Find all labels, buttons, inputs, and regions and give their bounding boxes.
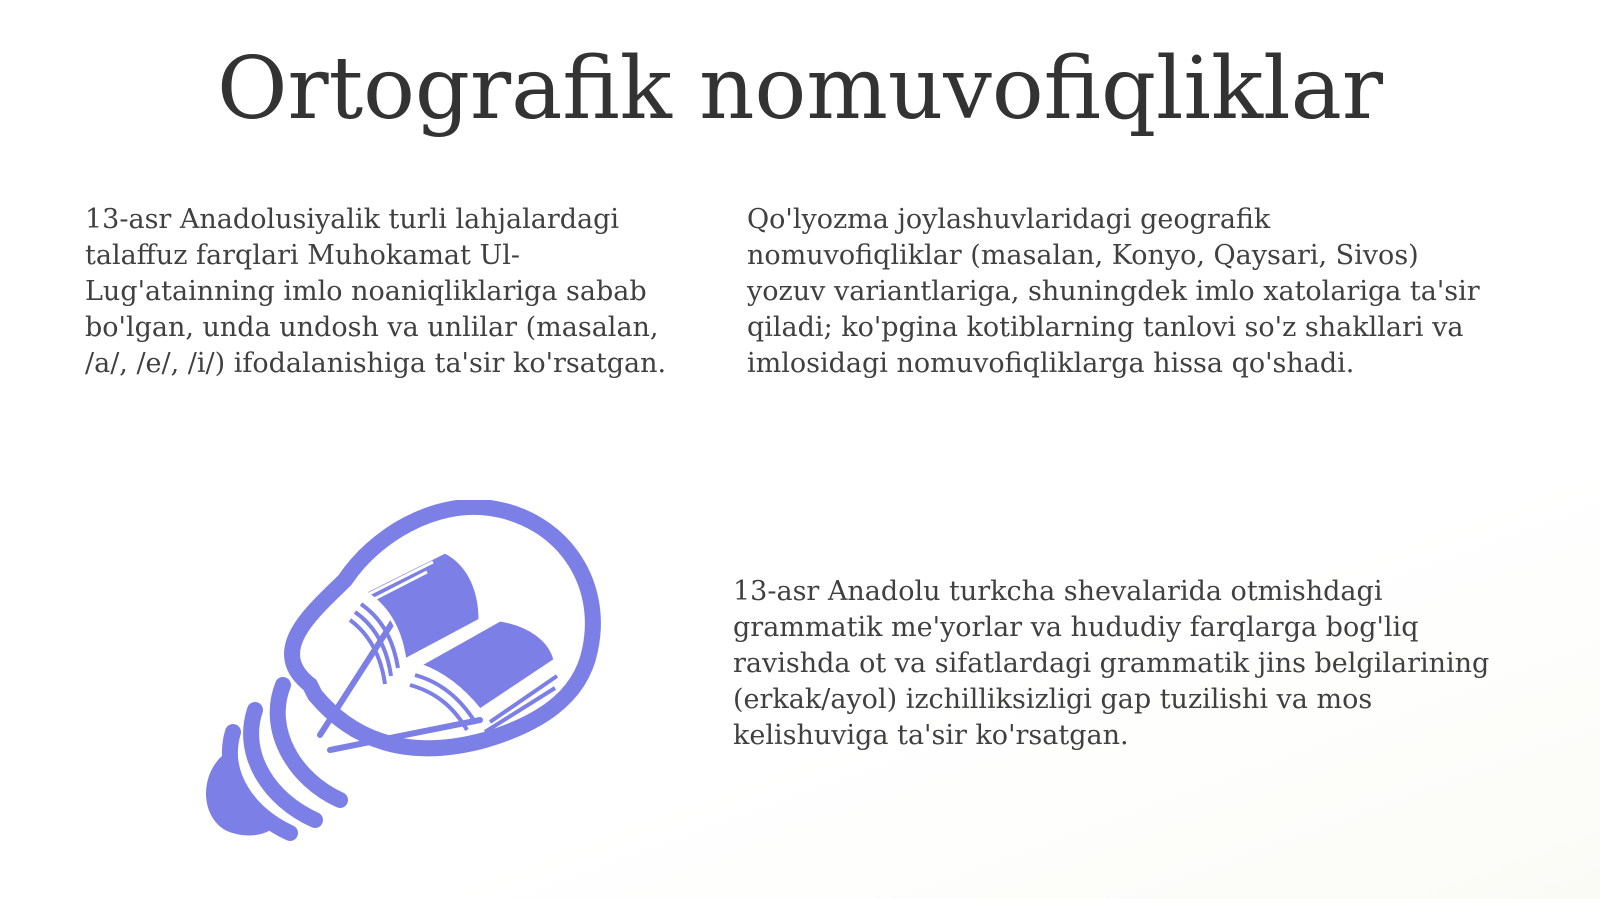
paragraph-grammar: 13-asr Anadolu turkcha shevalarida otmishdagi grammatik me'yorlar va hududiy farqlarga bog'liq ravishda ot va sifatlardagi grammatik jins belgilarining (erkak/ayol) izchilliksizligi gap tuzilishi va mos kelishuviga ta'sir ko'rsatgan. xyxy=(733,576,1490,751)
paragraph-pronunciation: 13-asr Anadolusiyalik turli lahjalardagi talaffuz farqlari Muhokamat Ul-Lug'atainning imlo noaniqliklariga sabab bo'lgan, unda undosh va unlilar (masalan, /a/, /e/, /i/) ifodalanishiga ta'sir ko'rsatgan. xyxy=(85,204,667,379)
lightbulb-with-books-icon xyxy=(195,500,625,850)
paragraph-geography: Qo'lyozma joylashuvlaridagi geografik nomuvofiqliklar (masalan, Konyo, Qaysari, Sivos) yozuv variantlariga, shuningdek imlo xatolariga ta'sir qiladi; ko'pgina kotiblarning tanlovi so'z shakllari va imlosidagi nomuvofiqliklarga hissa qo'shadi. xyxy=(747,204,1480,379)
slide-title: Ortografik nomuvofiqliklar xyxy=(216,39,1384,139)
